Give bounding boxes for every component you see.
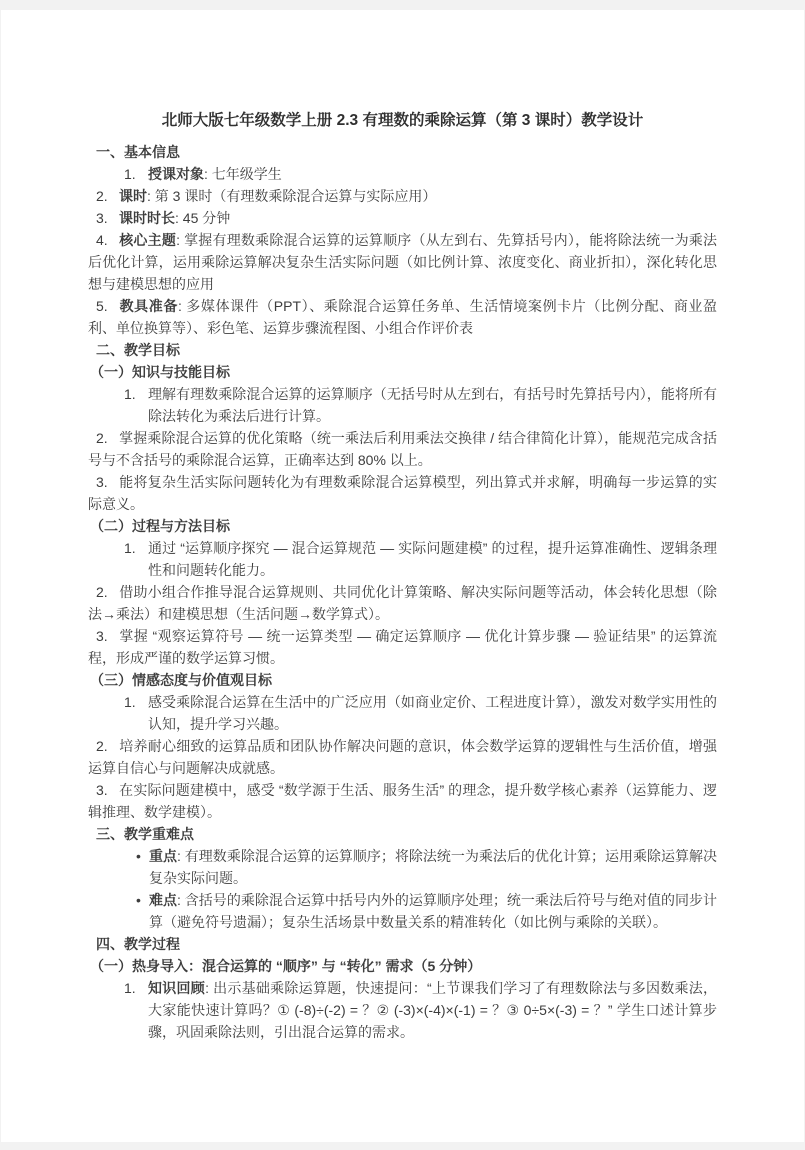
document-page bbox=[1, 10, 804, 1142]
list-number: 2. bbox=[96, 738, 108, 754]
text-run: : 有理数乘除混合运算的运算顺序；将除法统一为乘法后的优化计算；运用乘除运算解决复杂实际问题。 bbox=[149, 848, 718, 886]
list-item bbox=[88, 691, 717, 735]
paragraph bbox=[88, 581, 717, 625]
paragraph bbox=[88, 229, 717, 295]
bold-label: 核心主题 bbox=[119, 232, 177, 248]
section-heading-teaching-process: 四、教学过程 bbox=[96, 936, 180, 952]
paragraph bbox=[88, 207, 717, 229]
sub-heading-process-method: （二）过程与方法目标 bbox=[90, 518, 230, 534]
section-heading-key-difficult-points: 三、教学重难点 bbox=[96, 826, 194, 842]
bold-label: 课时 bbox=[119, 188, 147, 204]
bullet-item bbox=[88, 889, 717, 933]
text-run: 借助小组合作推导混合运算规则、共同优化计算策略、解决实际问题等活动，体会转化思想（除法→乘法）和建模思想（生活问题→数学算式）。 bbox=[88, 584, 717, 622]
sub-heading-affective-values: （三）情感态度与价值观目标 bbox=[90, 672, 272, 688]
list-item bbox=[88, 383, 717, 427]
paragraph bbox=[88, 185, 717, 207]
list-number: 4. bbox=[96, 232, 108, 248]
list-number: 1. bbox=[124, 980, 136, 996]
document-content bbox=[1, 10, 804, 1043]
section-heading-basic-info: 一、基本信息 bbox=[96, 144, 180, 160]
text-run: 能将复杂生活实际问题转化为有理数乘除混合运算模型，列出算式并求解，明确每一步运算的实际意义。 bbox=[88, 474, 717, 512]
paragraph bbox=[88, 779, 717, 823]
list-number: 3. bbox=[96, 782, 108, 798]
paragraph bbox=[88, 427, 717, 471]
bold-label: 知识回顾 bbox=[148, 980, 206, 996]
bullet-item bbox=[88, 845, 717, 889]
bold-label: 重点 bbox=[149, 848, 178, 864]
list-number: 2. bbox=[96, 188, 108, 204]
list-number: 1. bbox=[124, 540, 136, 556]
text-run: : 掌握有理数乘除混合运算的运算顺序（从左到右、先算括号内），能将除法统一为乘法后优化计算，运用乘除运算解决复杂生活实际问题（如比例计算、浓度变化、商业折扣），深化转化思想与建模思想的应用 bbox=[88, 232, 718, 292]
bullet-icon: • bbox=[136, 892, 141, 908]
text-run: 在实际问题建模中，感受 “数学源于生活、服务生活” 的理念，提升数学核心素养（运算能力、逻辑推理、数学建模）。 bbox=[88, 782, 717, 820]
list-number: 5. bbox=[96, 298, 108, 314]
text-run: 理解有理数乘除混合运算的运算顺序（无括号时从左到右，有括号时先算括号内），能将所有除法转化为乘法后进行计算。 bbox=[148, 386, 717, 424]
text-run: 培养耐心细致的运算品质和团队协作解决问题的意识，体会数学运算的逻辑性与生活价值，增强运算自信心与问题解决成就感。 bbox=[88, 738, 717, 776]
paragraph bbox=[88, 625, 717, 669]
list-number: 3. bbox=[96, 210, 108, 226]
paragraph bbox=[88, 735, 717, 779]
text-run: : 多媒体课件（PPT）、乘除混合运算任务单、生活情境案例卡片（比例分配、商业盈利、单位换算等）、彩色笔、运算步骤流程图、小组合作评价表 bbox=[88, 298, 718, 336]
text-run: 感受乘除混合运算在生活中的广泛应用（如商业定价、工程进度计算），激发对数学实用性的认知，提升学习兴趣。 bbox=[148, 694, 717, 732]
bold-label: 教具准备 bbox=[119, 298, 178, 314]
doc-title: 北师大版七年级数学上册 2.3 有理数的乘除运算（第 3 课时）教学设计 bbox=[161, 112, 644, 129]
sub-heading-knowledge-skills: （一）知识与技能目标 bbox=[90, 364, 230, 380]
text-run: : 出示基础乘除运算题，快速提问：“上节课我们学习了有理数除法与多因数乘法，大家能快速计算吗？① (-8)÷(-2) = ？② (-3)×(-4)×(-1) = ？③ 0÷5×(-3) = ？” 学生口述计算步骤，巩固乘除法则，引出混合运算的需求。 bbox=[148, 980, 717, 1040]
text-run: : 七年级学生 bbox=[204, 166, 282, 182]
bold-label: 难点 bbox=[149, 892, 178, 908]
text-run: : 45 分钟 bbox=[175, 210, 231, 226]
text-run: 掌握 “观察运算符号 — 统一运算类型 — 确定运算顺序 — 优化计算步骤 — 验证结果” 的运算流程，形成严谨的数学运算习惯。 bbox=[88, 628, 717, 666]
text-run: 通过 “运算顺序探究 — 混合运算规范 — 实际问题建模” 的过程，提升运算准确性、逻辑条理性和问题转化能力。 bbox=[148, 540, 717, 578]
paragraph bbox=[88, 471, 717, 515]
list-item bbox=[88, 163, 717, 185]
list-number: 3. bbox=[96, 628, 108, 644]
list-number: 1. bbox=[124, 166, 136, 182]
sub-heading-warmup-intro: （一）热身导入：混合运算的 “顺序” 与 “转化” 需求（5 分钟） bbox=[90, 958, 482, 974]
text-run: : 第 3 课时（有理数乘除混合运算与实际应用） bbox=[147, 188, 437, 204]
paragraph bbox=[88, 295, 717, 339]
bold-label: 授课对象 bbox=[148, 166, 204, 182]
list-item bbox=[88, 537, 717, 581]
list-number: 1. bbox=[124, 694, 136, 710]
text-run: 掌握乘除混合运算的优化策略（统一乘法后利用乘法交换律 / 结合律简化计算），能规范完成含括号与不含括号的乘除混合运算，正确率达到 80% 以上。 bbox=[88, 430, 717, 468]
list-number: 3. bbox=[96, 474, 108, 490]
section-heading-teaching-goals: 二、教学目标 bbox=[96, 342, 180, 358]
list-number: 1. bbox=[124, 386, 136, 402]
text-run: : 含括号的乘除混合运算中括号内外的运算顺序处理；统一乘法后符号与绝对值的同步计算（避免符号遗漏）；复杂生活场景中数量关系的精准转化（如比例与乘除的关联）。 bbox=[149, 892, 718, 930]
bullet-icon: • bbox=[136, 848, 141, 864]
bold-label: 课时时长 bbox=[119, 210, 175, 226]
list-item bbox=[88, 977, 717, 1043]
list-number: 2. bbox=[96, 584, 108, 600]
list-number: 2. bbox=[96, 430, 108, 446]
